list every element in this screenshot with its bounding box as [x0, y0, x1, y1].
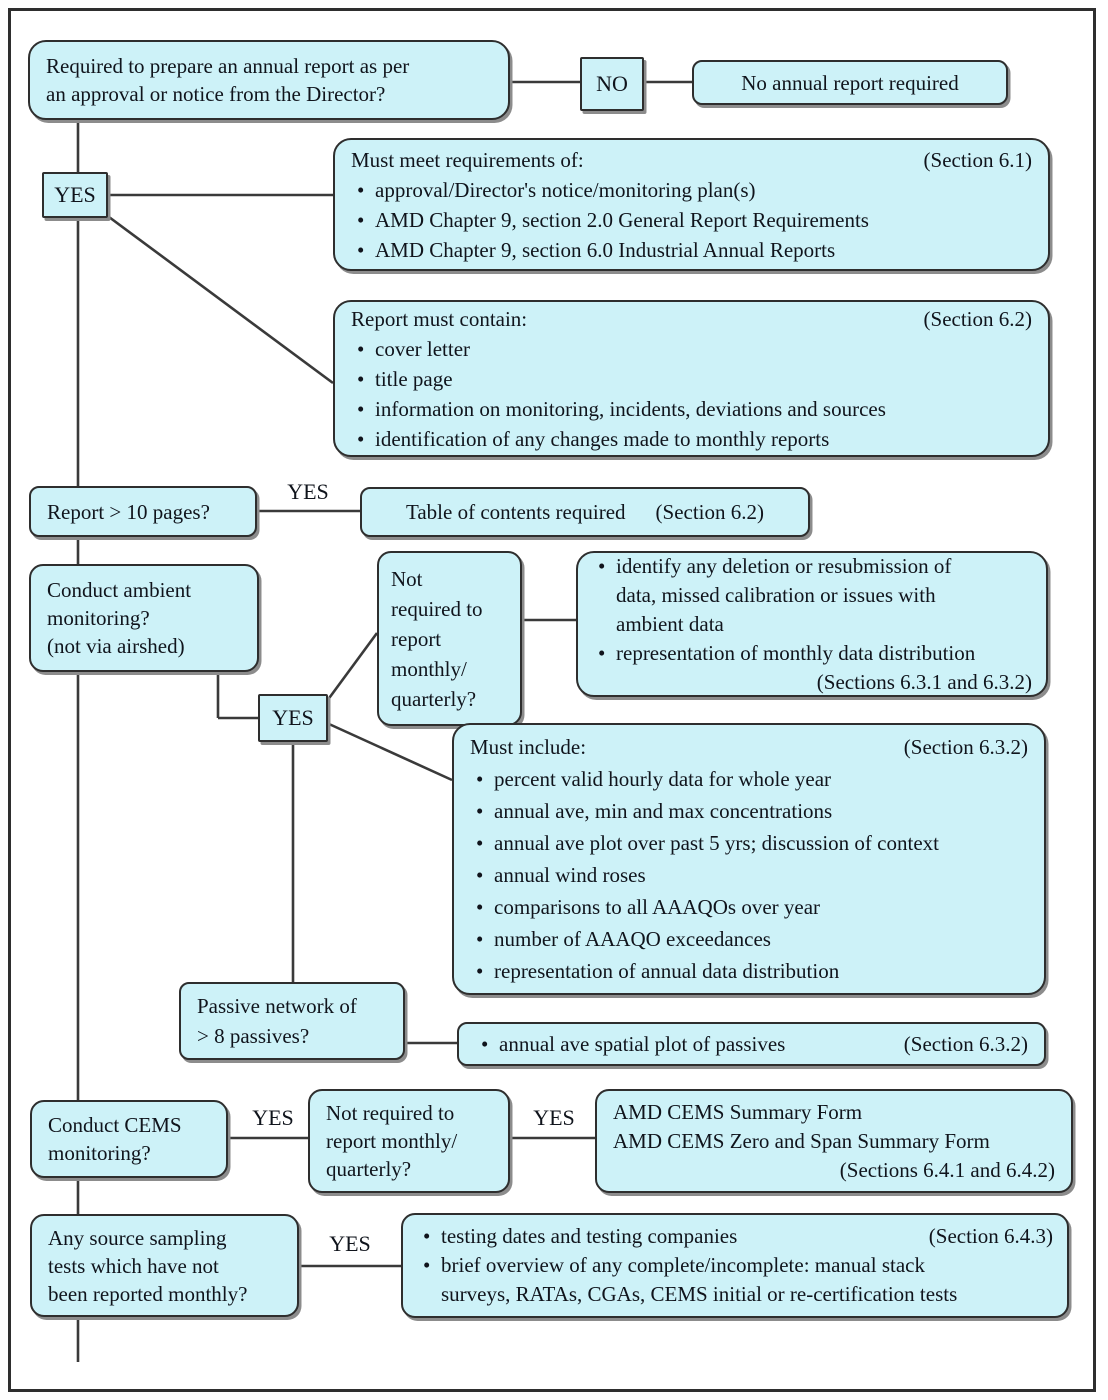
section-ref: (Section 6.4.3) [928, 1224, 1053, 1248]
title-row [417, 1222, 1053, 1251]
must-include-box [452, 723, 1046, 995]
bullet-item [470, 891, 1028, 923]
bullet-marker: • [357, 396, 365, 421]
connector-yes1-to-contents [109, 217, 333, 383]
bullet-item [351, 394, 1032, 424]
bullet-marker: • [476, 863, 484, 887]
report-contents-box [333, 300, 1050, 457]
passive-question-box [179, 982, 405, 1060]
bullet-item [417, 1251, 1053, 1309]
box-line: been reported monthly? [48, 1281, 248, 1306]
bullet-text: information on monitoring, incidents, deviations and sources [375, 396, 886, 421]
bullet-marker: • [423, 1253, 431, 1277]
title-row [351, 304, 1032, 334]
bullet-item [417, 1222, 737, 1251]
monthly-items-box [576, 551, 1048, 697]
bullet-item [592, 552, 1032, 639]
section-ref: (Sections 6.4.1 and 6.4.2) [839, 1157, 1055, 1182]
yes-label-pages: YES [287, 479, 329, 504]
bullet-item [470, 923, 1028, 955]
box-line: quarterly? [326, 1157, 412, 1181]
bullet-text: testing dates and testing companies [441, 1224, 738, 1248]
box-title: Must include: [470, 735, 587, 759]
bullet-item [470, 795, 1028, 827]
no-annual-report-box [692, 60, 1008, 105]
bullet-item [470, 763, 1028, 795]
cems-forms-box [595, 1089, 1073, 1193]
section-ref: (Section 6.3.2) [903, 735, 1028, 759]
bullet-marker: • [476, 927, 484, 951]
bullet-text: percent valid hourly data for whole year [494, 767, 832, 791]
bullet-text: number of AAAQO exceedances [494, 927, 771, 951]
box-title: Must meet requirements of: [351, 147, 584, 172]
box-line: monthly/ [391, 656, 467, 681]
box-line: Passive network of [197, 994, 357, 1018]
bullet-text [616, 552, 1032, 639]
box-line: Table of contents required [405, 500, 626, 524]
box-line: tests which have not [48, 1253, 219, 1278]
box-line: AMD CEMS Zero and Span Summary Form [613, 1128, 990, 1153]
bullet-text: annual ave plot over past 5 yrs; discussion of context [494, 831, 939, 855]
box-line: Conduct ambient [47, 578, 192, 602]
bullet-text: AMD Chapter 9, section 2.0 General Report Requirements [375, 207, 869, 232]
box-line: report monthly/ [326, 1129, 458, 1153]
bullet-item [351, 334, 1032, 364]
yes-label-source: YES [329, 1231, 371, 1256]
box-line: AMD CEMS Summary Form [613, 1099, 863, 1124]
bullet-item [351, 424, 1032, 454]
bullet-marker: • [476, 767, 484, 791]
box-title: Report must contain: [351, 306, 528, 331]
bullet-item [475, 1030, 785, 1058]
connector-yes2-to-notrequired [327, 633, 377, 701]
bullet-marker: • [598, 640, 606, 665]
yes-label-cems-2: YES [533, 1105, 575, 1130]
bullet-text: annual ave, min and max concentrations [494, 799, 833, 823]
bullet-marker: • [476, 831, 484, 855]
bullet-item [592, 639, 1032, 668]
bullet-text: representation of annual data distribution [494, 959, 840, 983]
bullet-item [351, 175, 1032, 205]
bullet-marker: • [476, 959, 484, 983]
section-ref: (Section 6.1) [923, 147, 1032, 172]
bullet-marker: • [357, 237, 365, 262]
source-question-box [30, 1214, 299, 1317]
bullet-text: title page [375, 366, 453, 391]
box-line: (not via airshed) [47, 634, 185, 658]
box-line: monitoring? [48, 1141, 151, 1165]
box-line: Any source sampling [48, 1225, 227, 1250]
bullet-text: representation of monthly data distribution [616, 640, 976, 665]
bullet-text: cover letter [375, 336, 471, 361]
bullet-text [441, 1251, 1053, 1309]
spatial-plot-box [457, 1022, 1046, 1066]
bullet-marker: • [423, 1224, 431, 1248]
ambient-question-box [29, 564, 259, 672]
yes-label: YES [272, 705, 314, 730]
yes-label-cems-1: YES [252, 1105, 294, 1130]
not-required-ambient-box [377, 551, 522, 726]
box-line: quarterly? [391, 686, 477, 711]
box-line: Report > 10 pages? [47, 499, 210, 524]
box-line: Conduct CEMS [48, 1113, 182, 1137]
bullet-item [351, 364, 1032, 394]
box-line: Not [391, 566, 423, 591]
bullet-text: annual wind roses [494, 863, 646, 887]
bullet-text: identification of any changes made to monthly reports [375, 426, 830, 451]
bullet-marker: • [476, 799, 484, 823]
box-line: an approval or notice from the Director? [46, 82, 386, 106]
bullet-marker: • [598, 553, 606, 578]
box-line: Required to prepare an annual report as per [46, 54, 410, 78]
bullet-line: identify any deletion or resubmission of [616, 553, 952, 578]
bullet-item [351, 235, 1032, 265]
section-ref: (Section 6.2) [923, 306, 1032, 331]
section-ref: (Section 6.2) [655, 500, 764, 524]
box-line: monitoring? [47, 606, 150, 630]
section-ref: (Section 6.3.2) [903, 1032, 1028, 1056]
bullet-item [470, 827, 1028, 859]
bullet-text: AMD Chapter 9, section 6.0 Industrial Annual Reports [375, 237, 836, 262]
yes-decision-box-1 [42, 172, 108, 218]
toc-required-box [360, 487, 810, 537]
bullet-marker: • [481, 1032, 489, 1056]
start-question-box [28, 40, 510, 120]
bullet-text: approval/Director's notice/monitoring plan(s) [375, 177, 756, 202]
bullet-line: data, missed calibration or issues with [616, 582, 936, 607]
box-line: No annual report required [741, 70, 959, 95]
bullet-marker: • [357, 336, 365, 361]
bullet-line: brief overview of any complete/incomplete: manual stack [441, 1253, 925, 1277]
connector-yes2-to-mustinclude [329, 724, 452, 780]
bullet-item [351, 205, 1032, 235]
source-items-box [401, 1213, 1069, 1318]
bullet-item [470, 955, 1028, 987]
yes-decision-box-2 [258, 694, 328, 742]
not-required-cems-box [308, 1089, 510, 1193]
title-row [470, 731, 1028, 763]
no-decision-box [580, 57, 644, 111]
bullet-marker: • [357, 366, 365, 391]
bullet-marker: • [357, 177, 365, 202]
section-ref: (Sections 6.3.1 and 6.3.2) [816, 669, 1032, 694]
bullet-marker: • [357, 207, 365, 232]
no-label: NO [596, 71, 628, 96]
bullet-line: surveys, RATAs, CGAs, CEMS initial or re-certification tests [441, 1282, 958, 1306]
bullet-item [470, 859, 1028, 891]
pages-question-box [29, 486, 257, 537]
box-line: > 8 passives? [197, 1024, 310, 1048]
box-line: required to [391, 596, 483, 621]
requirements-box [333, 138, 1050, 271]
bullet-line: ambient data [616, 611, 724, 636]
cems-question-box [30, 1100, 228, 1178]
box-line: Not required to [326, 1101, 455, 1125]
box-line: report [391, 626, 442, 651]
bullet-text: comparisons to all AAAQOs over year [494, 895, 821, 919]
bullet-marker: • [357, 426, 365, 451]
bullet-marker: • [476, 895, 484, 919]
title-row [351, 145, 1032, 175]
yes-label: YES [54, 182, 96, 207]
bullet-text: annual ave spatial plot of passives [499, 1032, 786, 1056]
